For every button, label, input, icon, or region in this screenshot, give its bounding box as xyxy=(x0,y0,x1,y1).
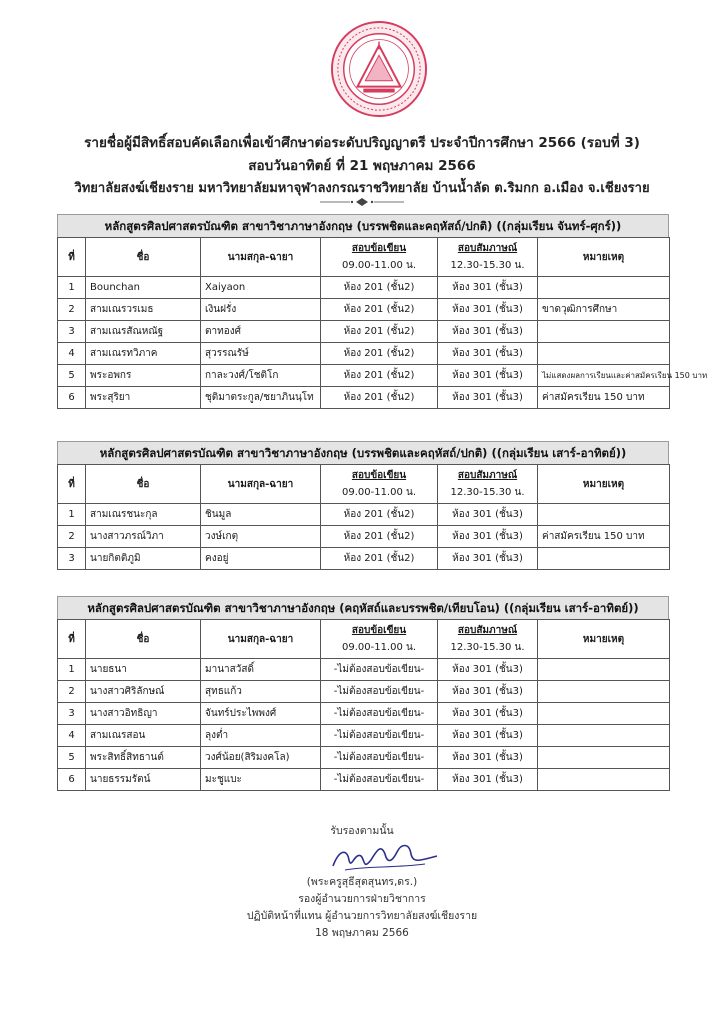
cell-no: 3 xyxy=(58,321,86,343)
cell-interview: ห้อง 301 (ชั้น3) xyxy=(438,504,538,526)
table-header xyxy=(58,620,670,659)
cell-note xyxy=(538,681,670,703)
handwritten-signature xyxy=(325,830,445,878)
document-title: รายชื่อผู้มีสิทธิ์สอบคัดเลือกเพื่อเข้าศึกษาต่อระดับปริญญาตรี ประจำปีการศึกษา 2566 (รอบที่ 3) xyxy=(84,135,640,151)
col-surname: นามสกุล-ฉายา xyxy=(201,620,321,659)
signer-acting: ปฏิบัติหน้าที่แทน ผู้อำนวยการวิทยาลัยสงฆ์เชียงราย xyxy=(246,910,478,922)
cell-note xyxy=(538,343,670,365)
table-row xyxy=(58,504,670,526)
cell-surname: วงศ์น้อย(สิริมงคโล) xyxy=(201,747,321,769)
col-interview xyxy=(438,238,538,277)
cell-note xyxy=(538,725,670,747)
table-body xyxy=(58,659,670,791)
cell-name: สามเณรสอน xyxy=(86,725,201,747)
cell-interview: ห้อง 301 (ชั้น3) xyxy=(438,387,538,409)
cell-no: 2 xyxy=(58,299,86,321)
cell-interview: ห้อง 301 (ชั้น3) xyxy=(438,548,538,570)
cell-no: 2 xyxy=(58,526,86,548)
cell-no: 2 xyxy=(58,681,86,703)
cell-note xyxy=(538,769,670,791)
table-row xyxy=(58,299,670,321)
col-interview xyxy=(438,620,538,659)
col-note: หมายเหตุ xyxy=(538,238,670,277)
cell-name: สามเณรสัณหณัฐ xyxy=(86,321,201,343)
table-row xyxy=(58,321,670,343)
cell-written: ห้อง 201 (ชั้น2) xyxy=(321,299,438,321)
col-note: หมายเหตุ xyxy=(538,465,670,504)
cell-no: 1 xyxy=(58,504,86,526)
cell-interview: ห้อง 301 (ชั้น3) xyxy=(438,725,538,747)
cell-name: สามเณรวรเมธ xyxy=(86,299,201,321)
section-title: หลักสูตรศิลปศาสตรบัณฑิต สาขาวิชาภาษาอังกฤษ (บรรพชิตและคฤหัสถ์/ปกติ) ((กลุ่มเรียน เสาร์-อาทิตย์)) xyxy=(57,441,669,464)
table-header xyxy=(58,465,670,504)
col-written xyxy=(321,238,438,277)
cell-written: -ไม่ต้องสอบข้อเขียน- xyxy=(321,703,438,725)
written-label: สอบข้อเขียน xyxy=(351,625,407,636)
cell-written: -ไม่ต้องสอบข้อเขียน- xyxy=(321,769,438,791)
col-no: ที่ xyxy=(58,465,86,504)
candidates-table xyxy=(57,619,670,791)
interview-time: 12.30-15.30 น. xyxy=(450,260,525,271)
cell-no: 3 xyxy=(58,548,86,570)
candidates-table xyxy=(57,464,670,570)
cell-note xyxy=(538,703,670,725)
section-title: หลักสูตรศิลปศาสตรบัณฑิต สาขาวิชาภาษาอังกฤษ (คฤหัสถ์และบรรพชิต/เทียบโอน) ((กลุ่มเรียน เสาร์-อาทิตย์)) xyxy=(57,596,669,619)
cell-name: พระสุริยา xyxy=(86,387,201,409)
college-seal-logo xyxy=(330,20,428,118)
cell-interview: ห้อง 301 (ชั้น3) xyxy=(438,526,538,548)
cell-interview: ห้อง 301 (ชั้น3) xyxy=(438,659,538,681)
cell-note xyxy=(538,321,670,343)
table-header xyxy=(58,238,670,277)
cell-written: -ไม่ต้องสอบข้อเขียน- xyxy=(321,725,438,747)
cell-no: 3 xyxy=(58,703,86,725)
cell-name: พระอพกร xyxy=(86,365,201,387)
table-row xyxy=(58,659,670,681)
cell-no: 1 xyxy=(58,277,86,299)
candidates-table xyxy=(57,237,708,409)
cell-note xyxy=(538,548,670,570)
section-table xyxy=(57,214,708,409)
col-interview xyxy=(438,465,538,504)
table-row xyxy=(58,387,670,409)
cell-written: ห้อง 201 (ชั้น2) xyxy=(321,321,438,343)
col-note: หมายเหตุ xyxy=(538,620,670,659)
cell-written: ห้อง 201 (ชั้น2) xyxy=(321,387,438,409)
cell-written: ห้อง 201 (ชั้น2) xyxy=(321,343,438,365)
cell-written: ห้อง 201 (ชั้น2) xyxy=(321,504,438,526)
written-time: 09.00-11.00 น. xyxy=(341,260,417,271)
table-row xyxy=(58,526,670,548)
section-table xyxy=(57,441,669,570)
cell-note: ขาดวุฒิการศึกษา xyxy=(538,299,670,321)
cell-note: ค่าสมัครเรียน 150 บาท xyxy=(538,387,670,409)
cell-surname: สุทธแก้ว xyxy=(201,681,321,703)
cell-written: ห้อง 201 (ชั้น2) xyxy=(321,548,438,570)
signer-position: รองผู้อำนวยการฝ่ายวิชาการ xyxy=(298,893,426,905)
written-time: 09.00-11.00 น. xyxy=(341,487,417,498)
cell-surname: มานาสวัสดิ์ xyxy=(201,659,321,681)
cell-name: สามเณรทวิภาค xyxy=(86,343,201,365)
table-row xyxy=(58,343,670,365)
cell-surname: มะชูแบะ xyxy=(201,769,321,791)
cell-note xyxy=(538,659,670,681)
college-address: วิทยาลัยสงฆ์เชียงราย มหาวิทยาลัยมหาจุฬาลงกรณราชวิทยาลัย บ้านน้ำลัด ต.ริมกก อ.เมือง จ.เชียงราย xyxy=(74,181,650,196)
cell-name: สามเณรชนะกุล xyxy=(86,504,201,526)
col-written xyxy=(321,465,438,504)
cell-surname: กาละวงศ์/โชติโก xyxy=(201,365,321,387)
table-row xyxy=(58,703,670,725)
cell-surname: Xaiyaon xyxy=(201,277,321,299)
cell-interview: ห้อง 301 (ชั้น3) xyxy=(438,343,538,365)
cell-no: 4 xyxy=(58,725,86,747)
cell-interview: ห้อง 301 (ชั้น3) xyxy=(438,769,538,791)
interview-time: 12.30-15.30 น. xyxy=(450,642,525,653)
cell-surname: เงินฝรั่ง xyxy=(201,299,321,321)
cell-name: นายธรรมรัตน์ xyxy=(86,769,201,791)
cell-surname: สุวรรณรัษ์ xyxy=(201,343,321,365)
col-written xyxy=(321,620,438,659)
table-row xyxy=(58,725,670,747)
cell-surname: วงษ์เกตุ xyxy=(201,526,321,548)
cell-written: ห้อง 201 (ชั้น2) xyxy=(321,365,438,387)
col-name: ชื่อ xyxy=(86,238,201,277)
table-row xyxy=(58,681,670,703)
cell-surname: ชินมูล xyxy=(201,504,321,526)
cell-written: ห้อง 201 (ชั้น2) xyxy=(321,277,438,299)
col-name: ชื่อ xyxy=(86,465,201,504)
cell-name: นางสาวภรณ์วิภา xyxy=(86,526,201,548)
cell-no: 4 xyxy=(58,343,86,365)
cell-name: นายกิตติภูมิ xyxy=(86,548,201,570)
col-no: ที่ xyxy=(58,238,86,277)
table-row xyxy=(58,769,670,791)
cell-interview: ห้อง 301 (ชั้น3) xyxy=(438,703,538,725)
cell-name: นางสาวศิริลักษณ์ xyxy=(86,681,201,703)
cell-no: 6 xyxy=(58,769,86,791)
written-label: สอบข้อเขียน xyxy=(351,470,407,481)
cell-written: -ไม่ต้องสอบข้อเขียน- xyxy=(321,681,438,703)
cell-surname: ชุติมาตระกูล/ชยาภินนฺโท xyxy=(201,387,321,409)
cell-name: นายธนา xyxy=(86,659,201,681)
table-row xyxy=(58,277,670,299)
ornament-divider xyxy=(320,197,404,207)
cell-no: 1 xyxy=(58,659,86,681)
cell-name: นางสาวอิทธิญา xyxy=(86,703,201,725)
table-body xyxy=(58,277,708,409)
cell-surname: ตาทองศ์ xyxy=(201,321,321,343)
cell-surname: จันทร์ประไพพงศ์ xyxy=(201,703,321,725)
interview-label: สอบสัมภาษณ์ xyxy=(457,243,518,254)
cell-interview: ห้อง 301 (ชั้น3) xyxy=(438,321,538,343)
cell-note: ค่าสมัครเรียน 150 บาท xyxy=(538,526,670,548)
cell-surname: ลุงต่ำ xyxy=(201,725,321,747)
written-time: 09.00-11.00 น. xyxy=(341,642,417,653)
signer-name: (พระครูสุธีสุตสุนทร,ดร.) xyxy=(306,876,418,888)
interview-label: สอบสัมภาษณ์ xyxy=(457,470,518,481)
cell-note: ไม่แสดงผลการเรียนและค่าสมัครเรียน 150 บาท xyxy=(538,365,670,387)
section-title: หลักสูตรศิลปศาสตรบัณฑิต สาขาวิชาภาษาอังกฤษ (บรรพชิตและคฤหัสถ์/ปกติ) ((กลุ่มเรียน จันทร์-ศุกร์)) xyxy=(57,214,669,237)
col-surname: นามสกุล-ฉายา xyxy=(201,238,321,277)
cell-interview: ห้อง 301 (ชั้น3) xyxy=(438,681,538,703)
cell-note xyxy=(538,504,670,526)
cell-written: ห้อง 201 (ชั้น2) xyxy=(321,526,438,548)
col-surname: นามสกุล-ฉายา xyxy=(201,465,321,504)
cell-surname: คงอยู่ xyxy=(201,548,321,570)
cell-interview: ห้อง 301 (ชั้น3) xyxy=(438,365,538,387)
written-label: สอบข้อเขียน xyxy=(351,243,407,254)
section-table xyxy=(57,596,669,791)
cell-name: Bounchan xyxy=(86,277,201,299)
col-no: ที่ xyxy=(58,620,86,659)
cell-interview: ห้อง 301 (ชั้น3) xyxy=(438,277,538,299)
col-name: ชื่อ xyxy=(86,620,201,659)
cell-no: 5 xyxy=(58,747,86,769)
cell-no: 5 xyxy=(58,365,86,387)
interview-label: สอบสัมภาษณ์ xyxy=(457,625,518,636)
exam-date: สอบวันอาทิตย์ ที่ 21 พฤษภาคม 2566 xyxy=(248,158,476,174)
cell-note xyxy=(538,277,670,299)
cell-no: 6 xyxy=(58,387,86,409)
cell-name: พระสิทธิ์สิทธานต์ xyxy=(86,747,201,769)
table-row xyxy=(58,548,670,570)
cell-note xyxy=(538,747,670,769)
certify-text: รับรองตามนั้น xyxy=(330,825,394,837)
table-body xyxy=(58,504,670,570)
signed-date: 18 พฤษภาคม 2566 xyxy=(315,927,409,939)
cell-interview: ห้อง 301 (ชั้น3) xyxy=(438,747,538,769)
interview-time: 12.30-15.30 น. xyxy=(450,487,525,498)
table-row xyxy=(58,365,670,387)
cell-interview: ห้อง 301 (ชั้น3) xyxy=(438,299,538,321)
cell-written: -ไม่ต้องสอบข้อเขียน- xyxy=(321,747,438,769)
cell-written: -ไม่ต้องสอบข้อเขียน- xyxy=(321,659,438,681)
table-row xyxy=(58,747,670,769)
